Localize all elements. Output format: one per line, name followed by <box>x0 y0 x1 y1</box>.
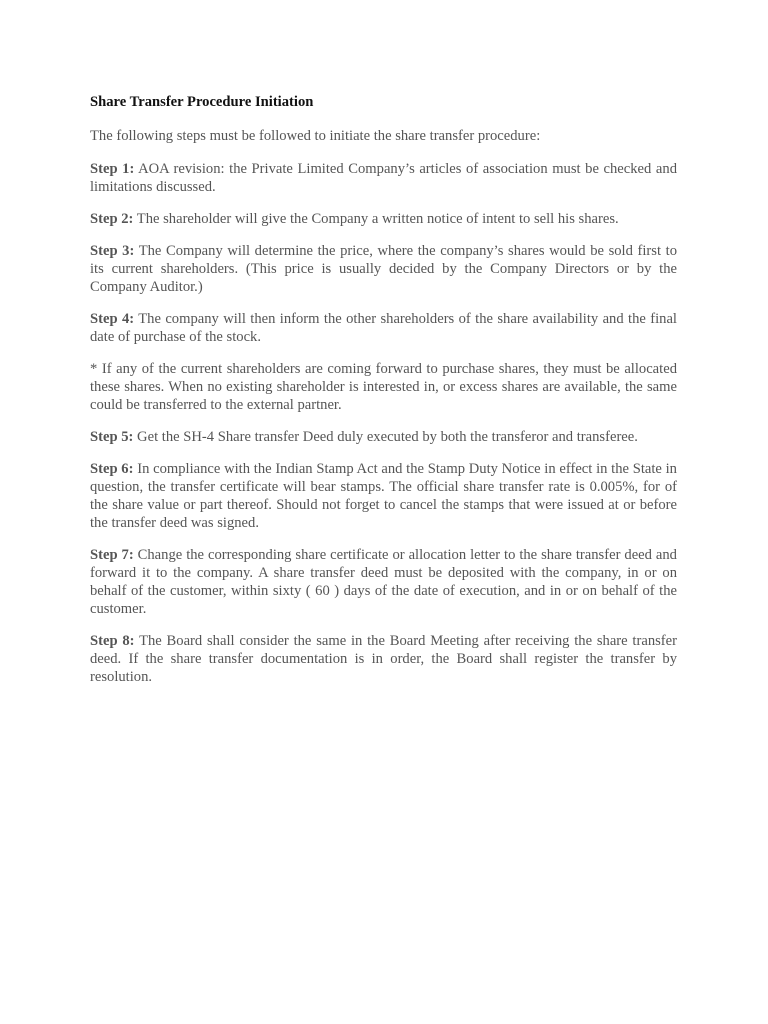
intro-paragraph: The following steps must be followed to initiate the share transfer procedure: <box>90 128 541 144</box>
step-6-text: In compliance with the Indian Stamp Act and the Stamp Duty Notice in effect in the State in question, the transfer certificate will bear stamps. The official share transfer rate is 0.005%, for of the share value or part thereof. Should not forget to cancel the stamps that were issued at or before the transfer deed was signed. <box>90 461 677 531</box>
step-7-label: Step 7: <box>90 547 134 563</box>
step-1-text: AOA revision: the Private Limited Company’s articles of association must be checked and limitations discussed. <box>90 161 677 195</box>
step-3-paragraph <box>90 242 677 296</box>
step-4-paragraph <box>90 310 677 346</box>
step-5-text: Get the SH-4 Share transfer Deed duly executed by both the transferor and transferee. <box>137 429 638 445</box>
step-8-label: Step 8: <box>90 633 135 649</box>
step-2-paragraph <box>90 210 677 228</box>
step-7-text: Change the corresponding share certificate or allocation letter to the share transfer deed and forward it to the company. A share transfer deed must be deposited with the company, in or on behalf of the customer, within sixty ( 60 ) days of the date of execution, and in or on behalf of the customer. <box>90 547 677 617</box>
step-4-text: The company will then inform the other shareholders of the share availability and the final date of purchase of the stock. <box>90 311 677 345</box>
step-6-label: Step 6: <box>90 461 134 477</box>
step-5-label: Step 5: <box>90 429 134 445</box>
step-3-text: The Company will determine the price, where the company’s shares would be sold first to its current shareholders. (This price is usually decided by the Company Directors or by the Company Auditor.) <box>90 243 677 295</box>
step-4-label: Step 4: <box>90 311 135 327</box>
step-2-label: Step 2: <box>90 211 134 227</box>
step-1-label: Step 1: <box>90 161 135 177</box>
document-body <box>90 93 677 700</box>
step-7-paragraph <box>90 546 677 618</box>
step-8-text: The Board shall consider the same in the Board Meeting after receiving the share transfer deed. If the share transfer documentation is in order, the Board shall register the transfer by resolution. <box>90 633 677 685</box>
step-2-text: The shareholder will give the Company a written notice of intent to sell his shares. <box>136 211 619 227</box>
step-1-paragraph <box>90 160 677 196</box>
step-8-paragraph <box>90 632 677 686</box>
step-5-paragraph <box>90 428 677 446</box>
document-title: Share Transfer Procedure Initiation <box>90 94 314 110</box>
step-6-paragraph <box>90 460 677 532</box>
note-paragraph: * If any of the current shareholders are coming forward to purchase shares, they must be allocated these shares. When no existing shareholder is interested in, or excess shares are available, the same could be transferred to the external partner. <box>90 361 677 413</box>
step-3-label: Step 3: <box>90 243 135 259</box>
